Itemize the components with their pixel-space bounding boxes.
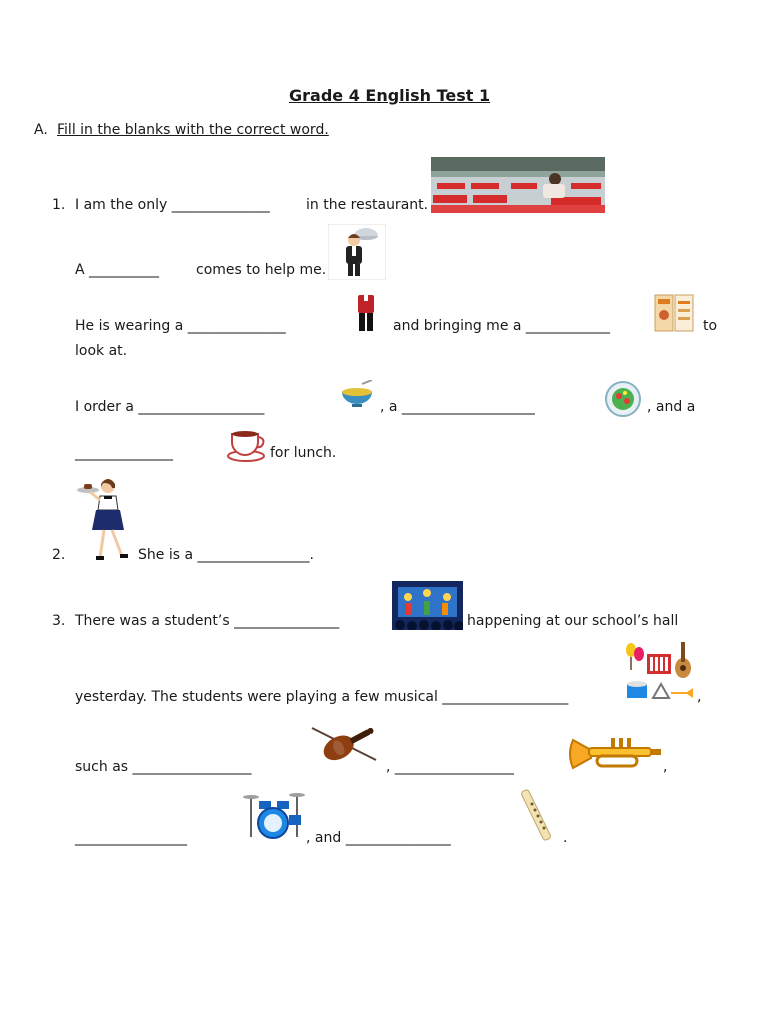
- q3-line2-end: ,: [697, 689, 702, 705]
- soup-bowl-icon: [340, 380, 374, 410]
- tea-cup-icon: [226, 428, 266, 462]
- trumpet-icon: [567, 736, 663, 774]
- musical-instruments-icon: [623, 640, 695, 708]
- salad-plate-icon: [605, 381, 641, 417]
- q1-line2-start: A __________: [75, 262, 160, 278]
- q3-line4-mid: , and _______________: [306, 830, 451, 846]
- q3-line3-end: ,: [663, 759, 668, 775]
- q1-line4: look at.: [75, 343, 128, 359]
- q2-text: She is a ________________.: [138, 547, 314, 563]
- q1-line5-end: , and a: [647, 399, 696, 415]
- q3-line2-start: yesterday. The students were playing a few musical __________________: [75, 689, 569, 705]
- question-number: 1.: [52, 197, 66, 213]
- q1-line3-end: to: [703, 318, 718, 334]
- recorder-icon: [510, 786, 562, 844]
- waitress-icon: [76, 474, 132, 564]
- q3-line3-start: such as _________________: [75, 759, 252, 775]
- waiter-icon: [328, 224, 386, 280]
- q1-line1-start: I am the only ______________: [75, 197, 270, 213]
- q1-line3-mid: and bringing me a ____________: [393, 318, 610, 334]
- q1-line6-end: for lunch.: [270, 445, 337, 461]
- q3-line4-start: ________________: [75, 830, 187, 846]
- q1-line6-start: ______________: [75, 445, 173, 461]
- section-instruction: Fill in the blanks with the correct word.: [57, 122, 329, 138]
- q1-line5-mid: , a ___________________: [380, 399, 535, 415]
- q3-line1-start: There was a student’s _______________: [75, 613, 340, 629]
- section-letter: A.: [34, 122, 48, 138]
- q3-line1-end: happening at our school’s hall: [467, 613, 679, 629]
- waiter-uniform-icon: [354, 293, 378, 333]
- q1-line1-end: in the restaurant.: [306, 197, 429, 213]
- drum-kit-icon: [243, 789, 305, 841]
- q1-line2-end: comes to help me.: [196, 262, 327, 278]
- page-title: Grade 4 English Test 1: [289, 86, 491, 105]
- question-number: 3.: [52, 613, 66, 629]
- menu-icon: [653, 293, 697, 333]
- concert-stage-icon: [392, 581, 463, 630]
- q3-line4-end: .: [563, 830, 568, 846]
- q3-line3-mid: , _________________: [386, 759, 514, 775]
- restaurant-photo: [431, 157, 605, 213]
- violin-icon: [308, 720, 380, 770]
- q1-line5-start: I order a __________________: [75, 399, 265, 415]
- question-number: 2.: [52, 547, 66, 563]
- q1-line3-start: He is wearing a ______________: [75, 318, 286, 334]
